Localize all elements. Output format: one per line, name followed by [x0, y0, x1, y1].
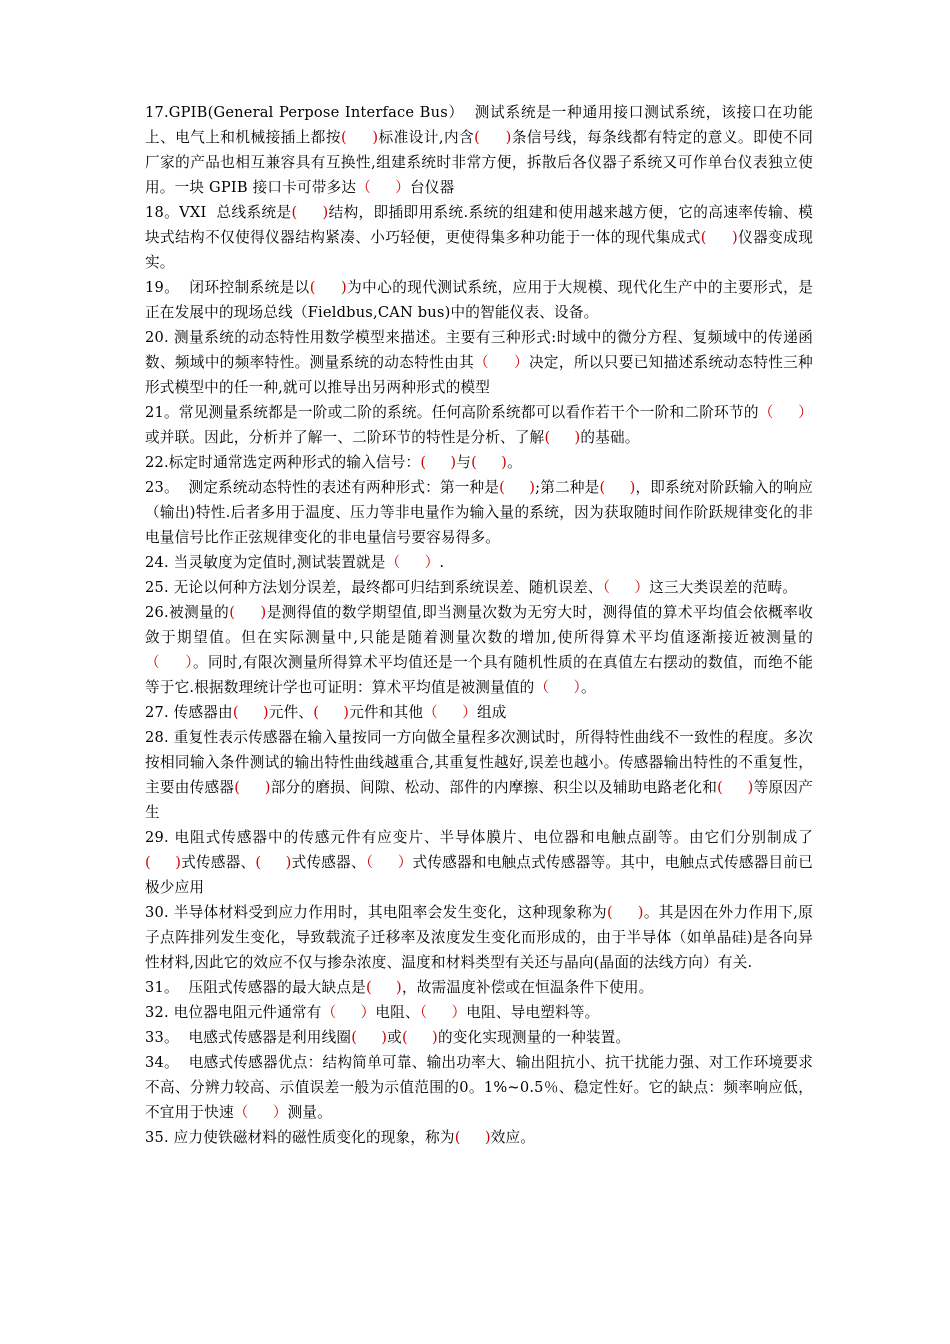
answer-blank: ( )	[234, 779, 271, 796]
answer-blank: ( )	[401, 1029, 438, 1046]
question-text: 台仪器	[409, 179, 455, 196]
answer-blank: ( )	[145, 854, 182, 871]
question-text: 27. 传感器由	[145, 704, 233, 721]
question-text: 电阻、	[375, 1004, 420, 1021]
question-text: 是测得值的数学期望值,即当测量次数为无穷大时，测得值的算术平均值会依概率收敛于期望值。但在实际测量中,只能是随着测量次数的增加,使所得算术平均值逐渐接近被测量的	[145, 604, 814, 646]
answer-blank: （ ）	[758, 404, 813, 421]
question-text: 决定，所以只要已知描述系统动态特性三种形式模型中的任一种,就可以推导出另两种形式的模型	[145, 354, 813, 396]
question-text: 的基础。	[580, 429, 640, 446]
question-text: ;第二种是	[535, 479, 600, 496]
question-text: 组成	[476, 704, 507, 721]
question-text: 式传感器和电触点式传感器等。其中，电触点式传感器目前已极少应用	[145, 854, 813, 896]
answer-blank: （ ）	[233, 1104, 288, 1121]
answer-blank: ( )	[499, 479, 536, 496]
question-text: 标准设计,内含	[378, 129, 475, 146]
question-paragraph	[145, 575, 813, 600]
question-text: 22.标定时通常选定两种形式的输入信号：	[145, 454, 421, 471]
question-paragraph	[145, 1000, 813, 1025]
question-text: 仪器变成现实。	[145, 229, 813, 271]
question-text: 23。 测定系统动态特性的表述有两种形式：第一种是	[145, 479, 500, 496]
answer-blank: ( )	[599, 479, 636, 496]
question-paragraph	[145, 550, 813, 575]
answer-blank: （ ）	[423, 704, 477, 721]
question-paragraph	[145, 1025, 813, 1050]
question-text: 。其是因在外力作用下,原子点阵排列发生变化，导致载流子迁移率及浓度发生变化而形成的，由于半导体（如单晶硅)是各向异性材料,因此它的效应不仅与掺杂浓度、温度和材料类型有关还与晶向(晶面的法线方向）有关.	[145, 904, 814, 971]
answer-blank: ( )	[365, 979, 402, 996]
question-text: 与	[456, 454, 472, 471]
answer-blank: （ ）	[419, 1004, 467, 1021]
question-text: 25. 无论以何种方法划分误差，最终都可归结到系统误差、随机误差、	[145, 579, 603, 596]
question-text: 电阻、导电塑料等。	[466, 1004, 600, 1021]
question-paragraph	[145, 275, 813, 325]
question-text: 的变化实现测量的一种装置。	[437, 1029, 631, 1046]
answer-blank: ( )	[351, 1029, 388, 1046]
question-text: 26.被测量的	[145, 604, 230, 621]
answer-blank: ( )	[471, 454, 508, 471]
question-text: 35. 应力使铁磁材料的磁性质变化的现象，称为	[145, 1129, 455, 1146]
document-page	[145, 100, 813, 1150]
answer-blank: ( )	[607, 904, 644, 921]
question-text: ，故需温度补偿或在恒温条件下使用。	[401, 979, 654, 996]
question-paragraph	[145, 100, 813, 200]
question-text: 30. 半导体材料受到应力作用时，其电阻率会发生变化，这种现象称为	[145, 904, 607, 921]
question-paragraph	[145, 450, 813, 475]
question-text: 18。VXI 总线系统是	[145, 204, 292, 221]
answer-blank: ( )	[291, 204, 329, 221]
question-text: 或并联。因此，分析并了解一、二阶环节的特性是分析、了解	[145, 429, 545, 446]
question-text: 。	[507, 454, 522, 471]
question-text: ，即系统对阶跃输入的响应（输出)特性.后者多用于温度、压力等非电量作为输入量的系统，因为获取随时间作阶跃规律变化的非电量信号比作正弦规律变化的非电量信号要容易得多。	[145, 479, 814, 546]
question-text: 20. 测量系统的动态特性用数学模型来描述。主要有三种形式:时域中的微分方程、复频域中的传递函数、频域中的频率特性。测量系统的动态特性由其	[145, 329, 813, 371]
answer-blank: （ ）	[145, 654, 193, 671]
answer-blank: （ ）	[365, 854, 413, 871]
question-text: .	[439, 554, 445, 571]
question-text: 34。 电感式传感器优点：结构简单可靠、输出功率大、输出阻抗小、抗干扰能力强、对工作环境要求不高、分辨力较高、示值误差一般为示值范围的0。1%~0.5％、稳定性好。它的缺点：频率响应低，不宜用于快速	[145, 1054, 813, 1121]
answer-blank: ( )	[309, 279, 347, 296]
question-text: 17.GPIB(General Perpose Interface Bus） 测试系统是一种通用接口测试系统，该接口在功能上、电气上和机械接插上都按	[145, 104, 813, 146]
answer-blank: （ ）	[602, 579, 650, 596]
question-paragraph	[145, 475, 813, 550]
answer-blank: （ ）	[356, 179, 410, 196]
answer-blank: ( )	[474, 129, 512, 146]
question-paragraph	[145, 600, 813, 700]
question-text: 条信号线，每条线都有特定的意义。即使不同厂家的产品也相互兼容具有互换性,组建系统时非常方便，拆散后各仪器子系统又可作单台仪表独立使用。一块 GPIB 接口卡可带多达	[145, 129, 813, 196]
question-text: 式传感器、	[291, 854, 366, 871]
question-text: 28. 重复性表示传感器在输入量按同一方向做全量程多次测试时，所得特性曲线不一致性的程度。多次按相同输入条件测试的输出特性曲线越重合,其重复性越好,误差也越小。传感器输出特性的不重复性，主要由传感器	[145, 729, 813, 796]
question-text: 21。常见测量系统都是一阶或二阶的系统。任何高阶系统都可以看作若干个一阶和二阶环节的	[145, 404, 759, 421]
question-text: 24. 当灵敏度为定值时,测试装置就是	[145, 554, 386, 571]
question-paragraph	[145, 900, 813, 975]
question-text: 这三大类误差的范畴。	[649, 579, 798, 596]
question-text: 33。 电感式传感器是利用线圈	[145, 1029, 352, 1046]
question-text: 29. 电阻式传感器中的传感元件有应变片、半导体膜片、电位器和电触点副等。由它们分别制成了	[145, 829, 813, 846]
answer-blank: （ ）	[385, 554, 440, 571]
question-text: 结构，即插即用系统.系统的组建和使用越来越方便，它的高速率传输、模块式结构不仅使得仪器结构紧凑、小巧轻便，更使得集多种功能于一体的现代集成式	[145, 204, 813, 246]
question-text: 元件、	[268, 704, 314, 721]
answer-blank: （ ）	[474, 354, 529, 371]
question-paragraph	[145, 1050, 813, 1125]
question-text: 测量。	[287, 1104, 332, 1121]
question-text: 19。 闭环控制系统是以	[145, 279, 310, 296]
question-text: 。同时,有限次测量所得算术平均值还是一个具有随机性质的在真值左右摆动的数值，而绝不能等于它.根据数理统计学也可证明：算术平均值是被测量值的	[145, 654, 814, 696]
answer-blank: ( )	[313, 704, 350, 721]
answer-blank: ( )	[420, 454, 457, 471]
question-text: 式传感器、	[181, 854, 256, 871]
answer-blank: （ ）	[534, 679, 581, 696]
answer-blank: ( )	[454, 1129, 491, 1146]
answer-blank: ( )	[255, 854, 292, 871]
question-text: 31。 压阻式传感器的最大缺点是	[145, 979, 366, 996]
answer-blank: ( )	[232, 704, 269, 721]
answer-blank: ( )	[340, 129, 379, 146]
answer-blank: ( )	[544, 429, 581, 446]
answer-blank: ( )	[229, 604, 267, 621]
question-text: 效应。	[490, 1129, 536, 1146]
answer-blank: ( )	[717, 779, 754, 796]
question-text: 部分的磨损、间隙、松动、部件的内摩擦、积尘以及辅助电路老化和	[270, 779, 718, 796]
question-text: 元件和其他	[349, 704, 424, 721]
question-text: 或	[387, 1029, 402, 1046]
question-paragraph	[145, 200, 813, 275]
question-paragraph	[145, 1125, 813, 1150]
question-text: 。	[580, 679, 596, 696]
question-paragraph	[145, 325, 813, 400]
question-paragraph	[145, 725, 813, 825]
question-paragraph	[145, 975, 813, 1000]
answer-blank: ( )	[700, 229, 738, 246]
question-paragraph	[145, 700, 813, 725]
question-paragraph	[145, 825, 813, 900]
answer-blank: （ ）	[321, 1004, 376, 1021]
question-text: 为中心的现代测试系统，应用于大规模、现代化生产中的主要形式，是正在发展中的现场总线（Fieldbus,CAN bus)中的智能仪表、设备。	[145, 279, 814, 321]
question-text: 32. 电位器电阻元件通常有	[145, 1004, 322, 1021]
question-text: 等原因产生	[145, 779, 813, 821]
question-paragraph	[145, 400, 813, 450]
